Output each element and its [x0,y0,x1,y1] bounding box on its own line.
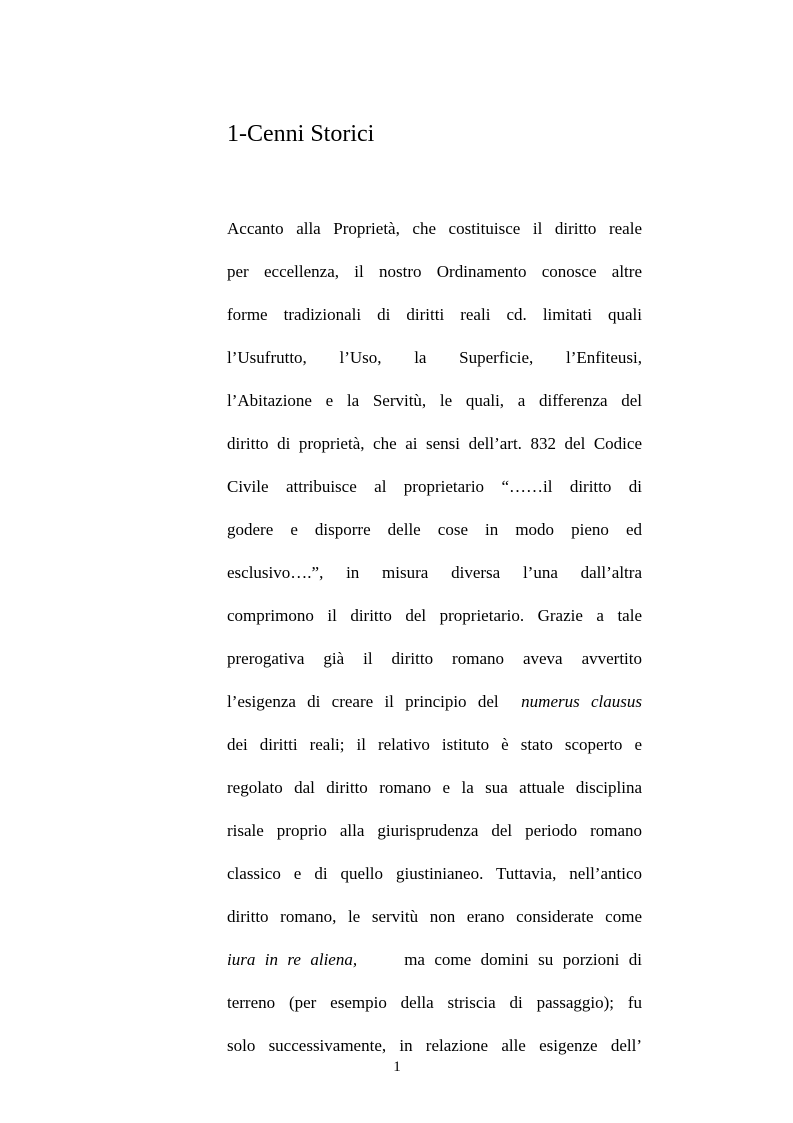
italic-term-iura-in-re-aliena: iura in re aliena, [227,950,358,969]
text-line: dei diritti reali; il relativo istituto è stato scoperto e [227,735,642,754]
text-line: l’Usufrutto, l’Uso, la Superficie, l’Enfiteusi, [227,348,642,367]
text-line: per eccellenza, il nostro Ordinamento conosce altre [227,262,642,281]
body-paragraph [227,213,642,1073]
text-line: prerogativa già il diritto romano aveva avvertito [227,649,642,668]
text-line: Civile attribuisce al proprietario “……il diritto di [227,477,642,496]
text-line: risale proprio alla giurisprudenza del periodo romano [227,821,642,840]
text-line: diritto romano, le servitù non erano considerate come [227,907,642,926]
text-line-with-italic [227,686,642,729]
text-line: l’Abitazione e la Servitù, le quali, a differenza del [227,391,642,410]
page-number: 1 [393,1059,401,1075]
text-line: terreno (per esempio della striscia di passaggio); fu [227,993,642,1012]
text-line: classico e di quello giustinianeo. Tuttavia, nell’antico [227,864,642,883]
section-title: 1-Cenni Storici [227,121,375,147]
text-line: esclusivo….”, in misura diversa l’una dall’altra [227,563,642,582]
text-line: godere e disporre delle cose in modo pieno ed [227,520,642,539]
text-line: diritto di proprietà, che ai sensi dell’art. 832 del Codice [227,434,642,453]
text-line: forme tradizionali di diritti reali cd. limitati quali [227,305,642,324]
text-line: Accanto alla Proprietà, che costituisce il diritto reale [227,219,642,238]
text-line: solo successivamente, in relazione alle esigenze dell’ [227,1036,642,1055]
text-line: regolato dal diritto romano e la sua attuale disciplina [227,778,642,797]
text-fragment: l’esigenza di creare il principio del [227,692,499,711]
text-line: comprimono il diritto del proprietario. Grazie a tale [227,606,642,625]
text-line-with-italic [227,944,642,987]
text-fragment: ma come domini su porzioni di [404,950,643,969]
italic-term-numerus-clausus: numerus clausus [521,692,643,711]
